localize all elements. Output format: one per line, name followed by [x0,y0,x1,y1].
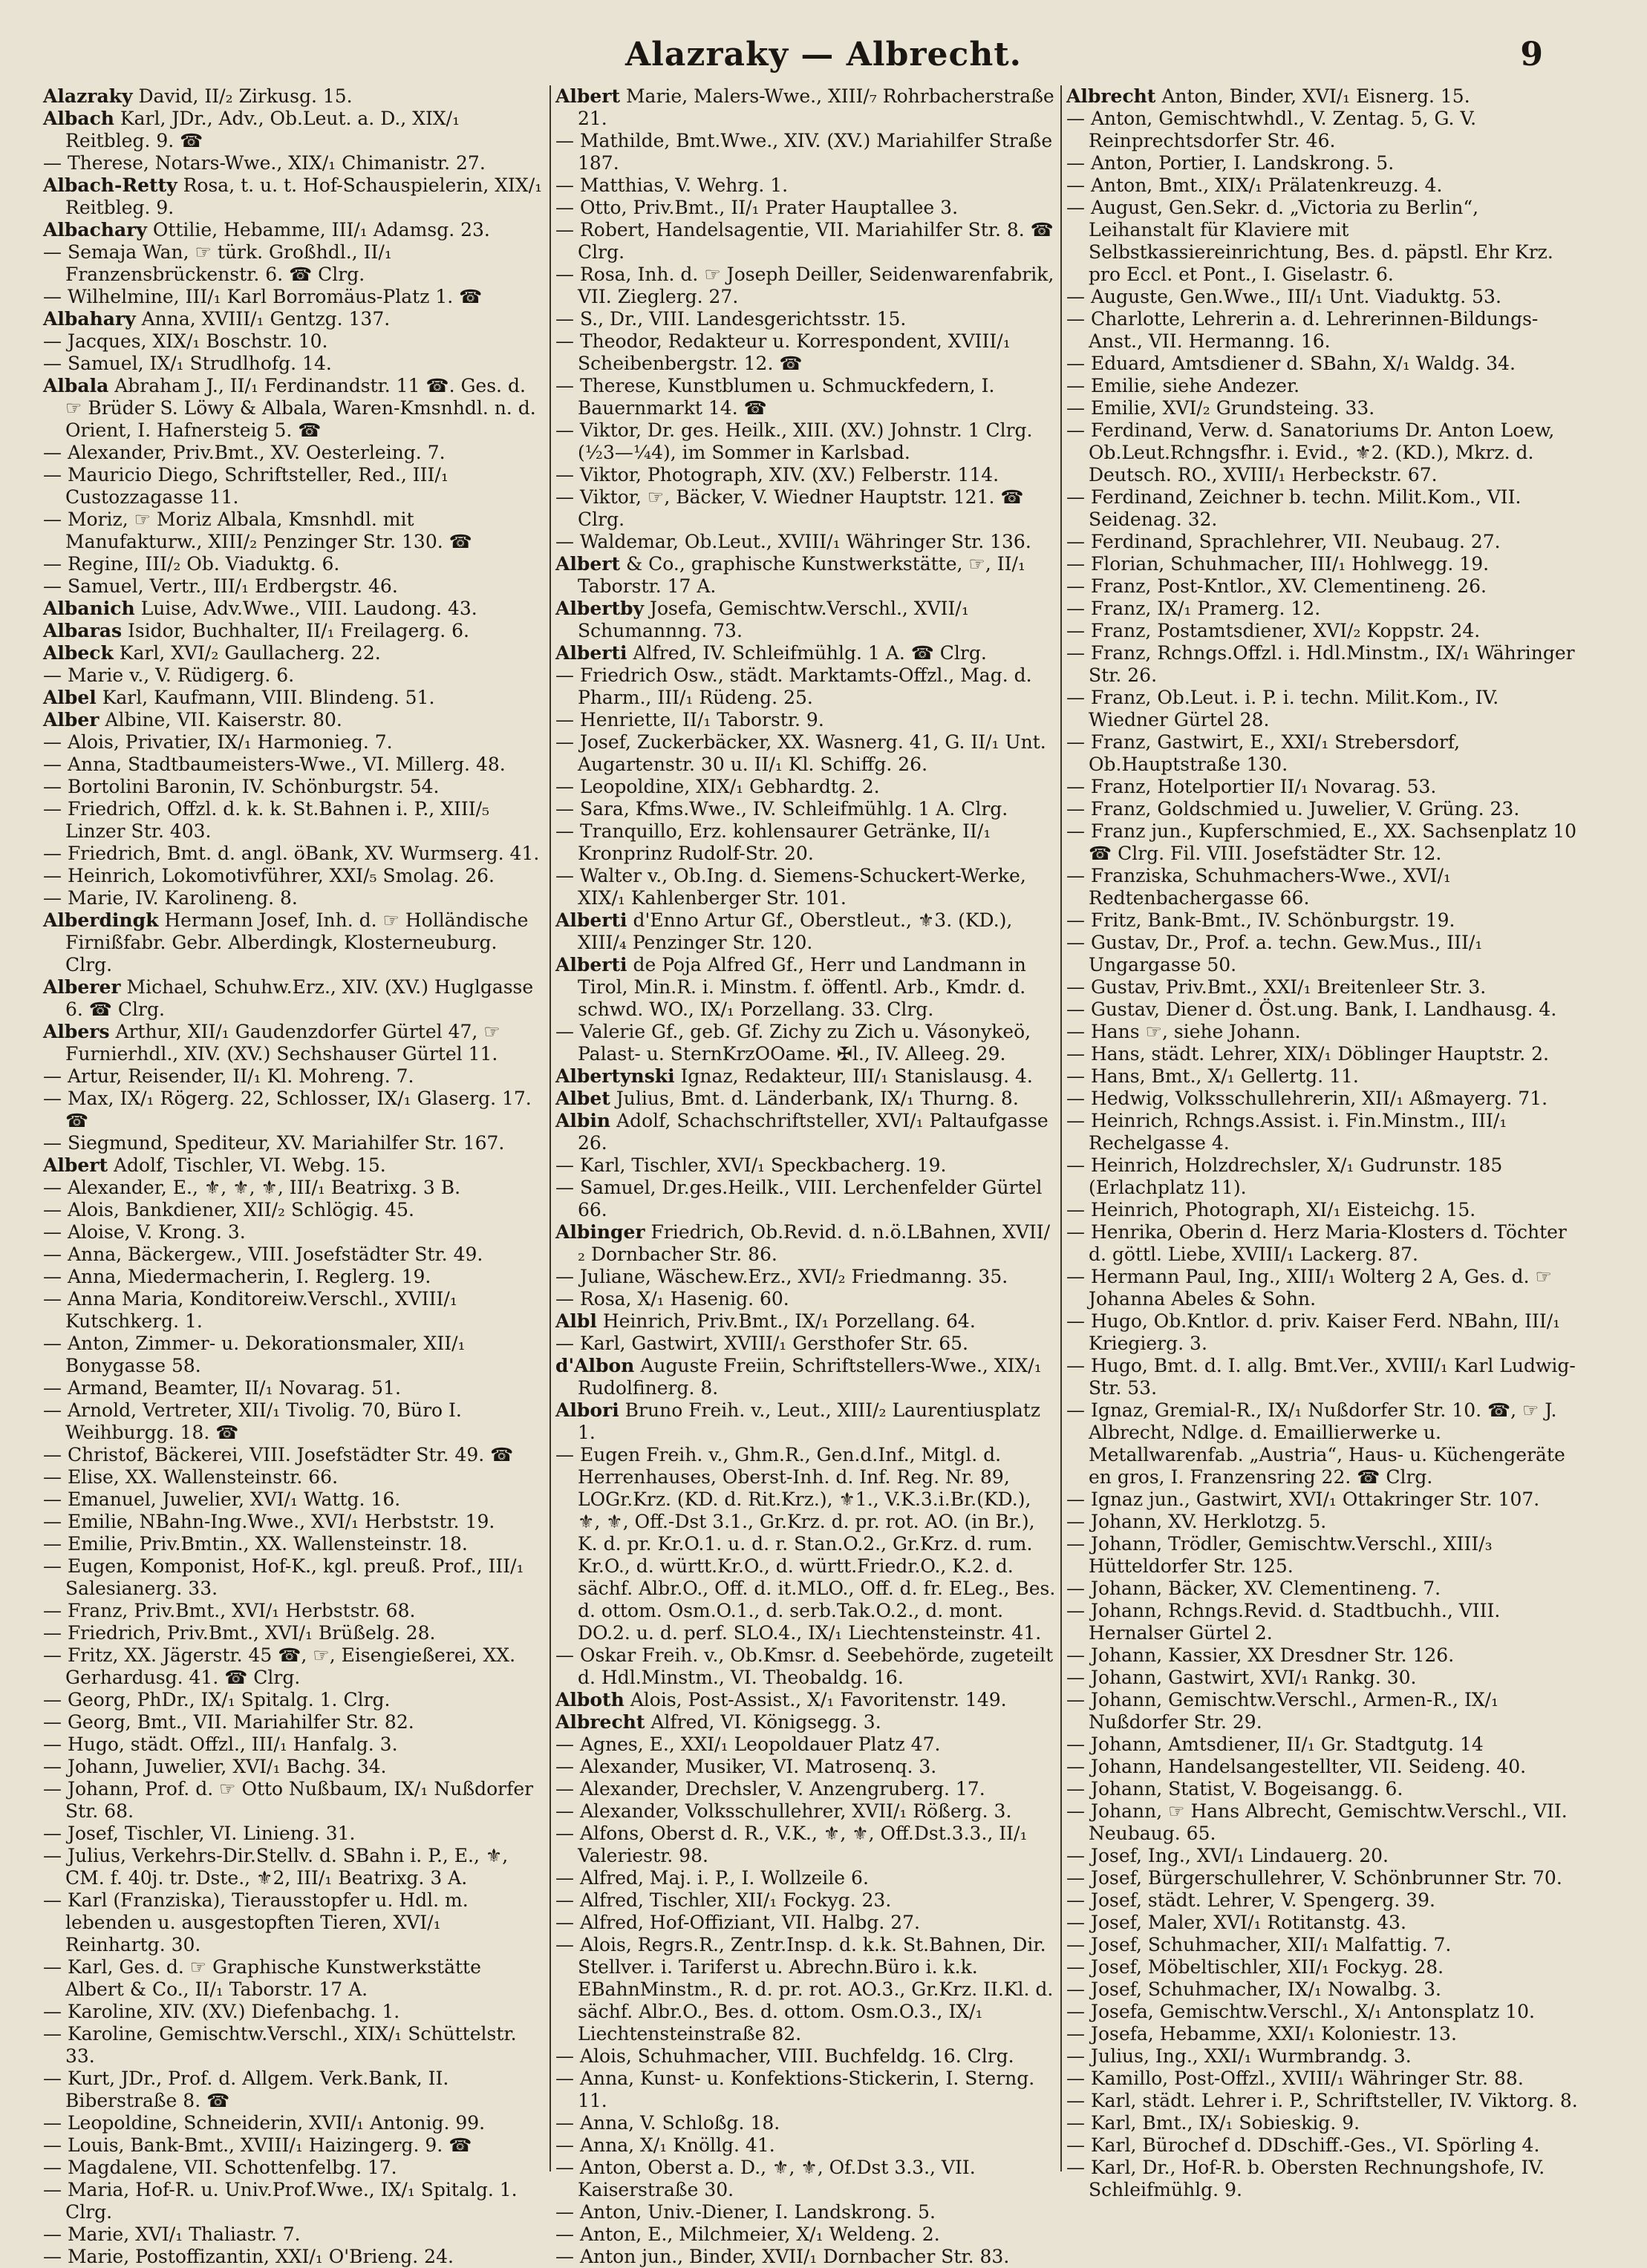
directory-entry: — Friedrich, Offzl. d. k. k. St.Bahnen i. P., XIII/₅ Linzer Str. 403. [43,798,490,842]
directory-entry: d'Albon Auguste Freiin, Schriftstellers-Wwe., XIX/₁ Rudolfinerg. 8. [555,1355,1042,1399]
directory-entry: — Hugo, Ob.Kntlor. d. priv. Kaiser Ferd. NBahn, III/₁ Kriegierg. 3. [1066,1310,1561,1354]
directory-entry: — Hans, städt. Lehrer, XIX/₁ Döblinger Hauptstr. 2. [1066,1043,1549,1065]
directory-entry: — Alfons, Oberst d. R., V.K., ⚜, ⚜, Off.Dst.3.3., II/₁ Valeriestr. 98. [555,1823,1028,1866]
directory-entry: — Therese, Kunstblumen u. Schmuckfedern, I. Bauernmarkt 14. ☎ [555,375,995,419]
directory-entry: — Samuel, IX/₁ Strudlhofg. 14. [43,353,332,374]
directory-entry: — Rosa, Inh. d. ☞ Joseph Deiller, Seidenwarenfabrik, VII. Zieglerg. 27. [555,264,1054,307]
directory-entry: — Friedrich, Priv.Bmt., XVI/₁ Brüßelg. 28. [43,1622,436,1644]
directory-entry: Albel Karl, Kaufmann, VIII. Blindeng. 51. [43,687,435,708]
directory-entry: — Eugen Freih. v., Ghm.R., Gen.d.Inf., Mitgl. d. Herrenhauses, Oberst-Inh. d. Inf. Reg. Nr. 89, LOGr.Krz. (KD. d. Rit.Krz.), ⚜1., V.K.3.i.Br.(KD.), ⚜, ⚜, Off.-Dst 3.1., Gr.Krz. d. pr. rot. AO. (in Br.), K. d. pr. Kr.O.1. u. d. r. Stan.O.2., Gr.Krz. d. rum. Kr.O., d. württ.Kr.O., d. württ.Friedr.O., K.2. d. sächf. Albr.O., Off. d. it.MLO., Off. d. fr. ELeg., Bes. d. ottom. Osm.O.1., d. serb.Tak.O.2., d. mont. DO.2. u. d. perf. SLO.4., IX/₁ Liechtensteinstr. 41. [555,1444,1056,1644]
directory-entry: Alberdingk Hermann Josef, Inh. d. ☞ Holländische Firnißfabr. Gebr. Alberdingk, Klosterneuburg. Clrg. [43,909,529,975]
directory-entry: — Ferdinand, Sprachlehrer, VII. Neubaug. 27. [1066,531,1501,552]
directory-entry: — Oskar Freih. v., Ob.Kmsr. d. Seebehörde, zugeteilt d. Hdl.Minstm., VI. Theobaldg. 16. [555,1644,1054,1688]
directory-entry: — Marie v., V. Rüdigerg. 6. [43,664,295,686]
directory-entry: — Fritz, Bank-Bmt., IV. Schönburgstr. 19. [1066,909,1455,931]
directory-entry: — Josef, Ing., XVI/₁ Lindauerg. 20. [1066,1845,1389,1866]
directory-entry: — Josef, Möbeltischler, XII/₁ Fockyg. 28. [1066,1956,1444,1978]
directory-entry: — Tranquillo, Erz. kohlensaurer Getränke, II/₁ Kronprinz Rudolf-Str. 20. [555,820,991,864]
directory-entry: — Marie, IV. Karolineng. 8. [43,887,298,909]
directory-entry: — Georg, PhDr., IX/₁ Spitalg. 1. Clrg. [43,1689,391,1710]
directory-entry: — Alois, Privatier, IX/₁ Harmonieg. 7. [43,731,393,753]
directory-entry: — Otto, Priv.Bmt., II/₁ Prater Hauptallee 3. [555,197,959,218]
directory-entry: — Gustav, Diener d. Öst.ung. Bank, I. Landhausg. 4. [1066,999,1557,1020]
directory-entry: — Wilhelmine, III/₁ Karl Borromäus-Platz 1. ☎ [43,286,483,307]
directory-entry: — Franz, IX/₁ Pramerg. 12. [1066,598,1321,619]
directory-entry: — Christof, Bäckerei, VIII. Josefstädter Str. 49. ☎ [43,1444,514,1465]
directory-entry: — August, Gen.Sekr. d. „Victoria zu Berlin“, Leihanstalt für Klaviere mit Selbstkassiereinrichtung, Bes. d. päpstl. Ehr Krz. pro Eccl. et Pont., I. Giselastr. 6. [1066,197,1553,285]
directory-entry: Albertynski Ignaz, Redakteur, III/₁ Stanislausg. 4. [555,1065,1033,1087]
directory-entry: — Emanuel, Juwelier, XVI/₁ Wattg. 16. [43,1488,401,1510]
directory-entry: — Louis, Bank-Bmt., XVIII/₁ Haizingerg. 9. ☎ [43,2134,472,2156]
directory-entry: — Emilie, Priv.Bmtin., XX. Wallensteinstr. 18. [43,1533,468,1555]
directory-entry: Alazraky David, II/₂ Zirkusg. 15. [43,85,353,107]
directory-entry: — Karl, Bmt., IX/₁ Sobieskig. 9. [1066,2112,1360,2134]
directory-entry: — Regine, III/₂ Ob. Viaduktg. 6. [43,553,340,575]
directory-entry: — Anton, E., Milchmeier, X/₁ Weldeng. 2. [555,2223,940,2245]
directory-entry: — Alexander, Musiker, VI. Matrosenq. 3. [555,1756,937,1777]
column-1 [43,85,544,2267]
directory-entry: — Franz, Post-Kntlor., XV. Clementineng. 26. [1066,575,1487,597]
directory-entry: — Alfred, Maj. i. P., I. Wollzeile 6. [555,1867,869,1889]
directory-entry: — Alexander, Priv.Bmt., XV. Oesterleing. 7. [43,442,446,463]
directory-entry: Albach-Retty Rosa, t. u. t. Hof-Schauspielerin, XIX/₁ Reitbleg. 9. [43,174,543,218]
directory-entry: Albrecht Alfred, VI. Königsegg. 3. [555,1711,881,1733]
directory-entry: Albl Heinrich, Priv.Bmt., IX/₁ Porzellang. 64. [555,1310,976,1332]
directory-entry: — Karl, Bürochef d. DDschiff.-Ges., VI. Spörling 4. [1066,2134,1540,2156]
directory-entry: — Johann, Statist, V. Bogeisangg. 6. [1066,1778,1403,1800]
directory-entry: — Johann, Trödler, Gemischtw.Verschl., XIII/₃ Hütteldorfer Str. 125. [1066,1533,1493,1577]
directory-entry: — Armand, Beamter, II/₁ Novarag. 51. [43,1377,401,1399]
directory-entry: — Emilie, NBahn-Ing.Wwe., XVI/₁ Herbststr. 19. [43,1511,495,1532]
directory-entry: — Alexander, Drechsler, V. Anzengruberg. 17. [555,1778,985,1800]
directory-entry: — Johann, Amtsdiener, II/₁ Gr. Stadtgutg. 14 [1066,1733,1484,1755]
directory-entry: — Rosa, X/₁ Hasenig. 60. [555,1288,789,1310]
directory-entry: — Josef, Bürgerschullehrer, V. Schönbrunner Str. 70. [1066,1867,1562,1889]
directory-entry: — Hugo, Bmt. d. I. allg. Bmt.Ver., XVIII/₁ Karl Ludwig-Str. 53. [1066,1355,1576,1399]
directory-entry: — Karoline, Gemischtw.Verschl., XIX/₁ Schüttelstr. 33. [43,2023,517,2067]
directory-entry: — Ferdinand, Zeichner b. techn. Milit.Kom., VII. Seidenag. 32. [1066,486,1522,530]
directory-entry: — Jacques, XIX/₁ Boschstr. 10. [43,330,328,352]
directory-entry: — Josefa, Hebamme, XXI/₁ Koloniestr. 13. [1066,2023,1457,2045]
directory-entry: — Anton, Portier, I. Landskrong. 5. [1066,152,1395,174]
directory-entry: — Anton, Zimmer- u. Dekorationsmaler, XII/₁ Bonygasse 58. [43,1333,466,1376]
directory-entry: Albert & Co., graphische Kunstwerkstätte, ☞, II/₁ Taborstr. 17 A. [555,553,1025,597]
directory-entry: — Alois, Bankdiener, XII/₂ Schlögig. 45. [43,1199,414,1220]
directory-entry: — Josef, Tischler, VI. Linieng. 31. [43,1823,356,1844]
directory-entry: — Heinrich, Rchngs.Assist. i. Fin.Minstm., III/₁ Rechelgasse 4. [1066,1110,1507,1154]
directory-entry: — Matthias, V. Wehrg. 1. [555,174,789,196]
directory-entry: — Alois, Schuhmacher, VIII. Buchfeldg. 16. Clrg. [555,2045,1014,2067]
directory-entry: — Josef, städt. Lehrer, V. Spengerg. 39. [1066,1889,1435,1911]
directory-entry: — Heinrich, Photograph, XI/₁ Eisteichg. 15. [1066,1199,1476,1220]
directory-entry: — Anna, Kunst- u. Konfektions-Stickerin, I. Sterng. 11. [555,2068,1035,2111]
directory-entry: Alber Albine, VII. Kaiserstr. 80. [43,709,342,731]
directory-entry: — Viktor, ☞, Bäcker, V. Wiedner Hauptstr. 121. ☎ Clrg. [555,486,1024,530]
directory-entry: — Johann, Handelsangestellter, VII. Seideng. 40. [1066,1756,1527,1777]
directory-entry: — Walter v., Ob.Ing. d. Siemens-Schuckert-Werke, XIX/₁ Kahlenberger Str. 101. [555,865,1026,909]
directory-entry: — Hermann Paul, Ing., XIII/₁ Wolterg 2 A, Ges. d. ☞ Johanna Abeles & Sohn. [1066,1266,1552,1310]
directory-entry: — Georg, Bmt., VII. Mariahilfer Str. 82. [43,1711,414,1733]
directory-entry: — Heinrich, Lokomotivführer, XXI/₅ Smolag. 26. [43,865,495,886]
directory-entry: — Charlotte, Lehrerin a. d. Lehrerinnen-Bildungs-Anst., VII. Hermanng. 16. [1066,308,1539,352]
directory-entry: Albers Arthur, XII/₁ Gaudenzdorfer Gürtel 47, ☞ Furnierhdl., XIV. (XV.) Sechshauser Gürtel 11. [43,1021,500,1065]
directory-entry: — Karl, Ges. d. ☞ Graphische Kunstwerkstätte Albert & Co., II/₁ Taborstr. 17 A. [43,1956,481,2000]
directory-entry: — Anton, Univ.-Diener, I. Landskrong. 5. [555,2201,936,2223]
directory-entry: — Aloise, V. Krong. 3. [43,1221,246,1243]
directory-entry: — Franziska, Schuhmachers-Wwe., XVI/₁ Redtenbachergasse 66. [1066,865,1451,909]
directory-entry: — Marie, Postoffizantin, XXI/₁ O'Brieng. 24. [43,2246,454,2267]
directory-entry: — Ignaz jun., Gastwirt, XVI/₁ Ottakringer Str. 107. [1066,1488,1540,1510]
column-3 [1066,85,1579,2200]
directory-entry: — Anton, Bmt., XIX/₁ Prälatenkreuzg. 4. [1066,174,1443,196]
directory-entry: Albach Karl, JDr., Adv., Ob.Leut. a. D., XIX/₁ Reitbleg. 9. ☎ [43,108,460,151]
directory-entry: Albinger Friedrich, Ob.Revid. d. n.ö.LBahnen, XVII/₂ Dornbacher Str. 86. [555,1221,1051,1265]
directory-entry: — Karl, städt. Lehrer i. P., Schriftsteller, IV. Viktorg. 8. [1066,2090,1578,2111]
directory-entry: — Henriette, II/₁ Taborstr. 9. [555,709,824,731]
directory-entry: — Alexander, E., ⚜, ⚜, ⚜, III/₁ Beatrixg. 3 B. [43,1177,461,1198]
directory-entry: — Franz, Ob.Leut. i. P. i. techn. Milit.Kom., IV. Wiedner Gürtel 28. [1066,687,1499,731]
directory-entry: — Anton, Gemischtwhdl., V. Zentag. 5, G. V. Reinprechtsdorfer Str. 46. [1066,108,1477,151]
directory-entry: Albaras Isidor, Buchhalter, II/₁ Freilagerg. 6. [43,620,469,641]
directory-entry: — Kamillo, Post-Offzl., XVIII/₁ Währinger Str. 88. [1066,2068,1524,2089]
directory-entry: — Franz, Hotelportier II/₁ Novarag. 53. [1066,776,1437,797]
directory-entry: — Eugen, Komponist, Hof-K., kgl. preuß. Prof., III/₁ Salesianerg. 33. [43,1555,524,1599]
directory-entry: Albrecht Anton, Binder, XVI/₁ Eisnerg. 15. [1066,85,1470,107]
directory-entry: — Emilie, XVI/₂ Grundsteing. 33. [1066,397,1375,419]
directory-entry: Albahary Anna, XVIII/₁ Gentzg. 137. [43,308,391,330]
directory-entry: — Semaja Wan, ☞ türk. Großhdl., II/₁ Franzensbrückenstr. 6. ☎ Clrg. [43,241,392,285]
directory-entry: — Alfred, Hof-Offiziant, VII. Halbg. 27. [555,1912,920,1933]
directory-entry: — Moriz, ☞ Moriz Albala, Kmsnhdl. mit Manufakturw., XIII/₂ Penzinger Str. 130. ☎ [43,509,472,552]
directory-entry: — Hugo, städt. Offzl., III/₁ Hanfalg. 3. [43,1733,398,1755]
directory-entry: — Johann, ☞ Hans Albrecht, Gemischtw.Verschl., VII. Neubaug. 65. [1066,1800,1568,1844]
directory-entry: — Franz, Postamtsdiener, XVI/₂ Koppstr. 24. [1066,620,1481,641]
directory-entry: Alberti d'Enno Artur Gf., Oberstleut., ⚜3. (KD.), XIII/₄ Penzinger Str. 120. [555,909,1013,953]
directory-entry: — Anton jun., Binder, XVII/₁ Dornbacher Str. 83. [555,2246,1010,2267]
directory-entry: — Viktor, Dr. ges. Heilk., XIII. (XV.) Johnstr. 1 Clrg. (½3—¼4), im Sommer in Karlsbad. [555,419,1033,463]
directory-entry: — Mauricio Diego, Schriftsteller, Red., III/₁ Custozzagasse 11. [43,464,449,508]
directory-entry: — Johann, Prof. d. ☞ Otto Nußbaum, IX/₁ Nußdorfer Str. 68. [43,1778,534,1822]
directory-entry: Albert Adolf, Tischler, VI. Webg. 15. [43,1154,386,1176]
directory-entry: — Ferdinand, Verw. d. Sanatoriums Dr. Anton Loew, Ob.Leut.Rchngsfhr. i. Evid., ⚜2. (KD.), Mkrz. d. Deutsch. RO., XVIII/₁ Herbeckstr. 67. [1066,419,1555,486]
directory-entry: Albeck Karl, XVI/₂ Gaullacherg. 22. [43,642,381,664]
directory-entry: — Anna Maria, Konditoreiw.Verschl., XVIII/₁ Kutschkerg. 1. [43,1288,457,1332]
directory-entry: — Josef, Maler, XVI/₁ Rotitanstg. 43. [1066,1912,1406,1933]
directory-entry: — Gustav, Priv.Bmt., XXI/₁ Breitenleer Str. 3. [1066,976,1487,998]
directory-entry: — Fritz, XX. Jägerstr. 45 ☎, ☞, Eisengießerei, XX. Gerhardusg. 41. ☎ Clrg. [43,1644,516,1688]
directory-entry: Albin Adolf, Schachschriftsteller, XVI/₁ Paltaufgasse 26. [555,1110,1048,1154]
directory-entry: — Johann, Bäcker, XV. Clementineng. 7. [1066,1578,1441,1599]
directory-entry: — Sara, Kfms.Wwe., IV. Schleifmühlg. 1 A. Clrg. [555,798,1008,820]
directory-entry: — Auguste, Gen.Wwe., III/₁ Unt. Viaduktg. 53. [1066,286,1501,307]
directory-entry: — Julius, Verkehrs-Dir.Stellv. d. SBahn i. P., E., ⚜, CM. f. 40j. tr. Dste., ⚜2, III/₁ Beatrixg. 3 A. [43,1845,509,1889]
directory-entry: — Samuel, Dr.ges.Heilk., VIII. Lerchenfelder Gürtel 66. [555,1177,1043,1220]
directory-entry: — Johann, XV. Herklotzg. 5. [1066,1511,1327,1532]
directory-entry: — Josef, Schuhmacher, IX/₁ Nowalbg. 3. [1066,1978,1441,2000]
directory-entry: — Henrika, Oberin d. Herz Maria-Klosters d. Töchter d. göttl. Liebe, XVIII/₁ Lackerg. 87. [1066,1221,1567,1265]
directory-entry: — Samuel, Vertr., III/₁ Erdbergstr. 46. [43,575,398,597]
directory-entry: — Karl, Dr., Hof-R. b. Obersten Rechnungshofe, IV. Schleifmühlg. 9. [1066,2157,1545,2200]
directory-entry: — Anna, X/₁ Knöllg. 41. [555,2134,775,2156]
directory-entry: — Johann, Kassier, XX Dresdner Str. 126. [1066,1644,1455,1666]
directory-entry: Alberti Alfred, IV. Schleifmühlg. 1 A. ☎ Clrg. [555,642,987,664]
directory-entry: — Alexander, Volksschullehrer, XVII/₁ Rößerg. 3. [555,1800,1012,1822]
directory-entry: — Florian, Schuhmacher, III/₁ Hohlwegg. 19. [1066,553,1490,575]
directory-entry: Alberer Michael, Schuhw.Erz., XIV. (XV.) Huglgasse 6. ☎ Clrg. [43,976,534,1020]
directory-entry: — Maria, Hof-R. u. Univ.Prof.Wwe., IX/₁ Spitalg. 1. Clrg. [43,2179,518,2223]
directory-entry: — Arnold, Vertreter, XII/₁ Tivolig. 70, Büro I. Weihburgg. 18. ☎ [43,1399,462,1443]
directory-entry: — Elise, XX. Wallensteinstr. 66. [43,1466,339,1488]
directory-entry: — Karl, Tischler, XVI/₁ Speckbacherg. 19. [555,1154,947,1176]
directory-entry: — Max, IX/₁ Rögerg. 22, Schlosser, IX/₁ Glaserg. 17. ☎ [43,1088,532,1131]
directory-entry: — Emilie, siehe Andezer. [1066,375,1300,396]
column-2 [555,85,1057,2267]
directory-entry: — Robert, Handelsagentie, VII. Mariahilfer Str. 8. ☎ Clrg. [555,219,1054,263]
directory-entry: Albanich Luise, Adv.Wwe., VIII. Laudong. 43. [43,598,477,619]
directory-entry: — Hans ☞, siehe Johann. [1066,1021,1301,1042]
directory-entry: — Marie, XVI/₁ Thaliastr. 7. [43,2223,301,2245]
column-divider [1060,85,1062,2171]
directory-entry: — Karl, Gastwirt, XVIII/₁ Gersthofer Str. 65. [555,1333,968,1354]
directory-entry: — Karl (Franziska), Tierausstopfer u. Hdl. m. lebenden u. ausgestopften Tieren, XVI/₁ Reinhartg. 30. [43,1889,469,1955]
directory-entry: — Franz, Gastwirt, E., XXI/₁ Strebersdorf, Ob.Hauptstraße 130. [1066,731,1461,775]
directory-entry: Alboth Alois, Post-Assist., X/₁ Favoritenstr. 149. [555,1689,1007,1710]
directory-entry: — Anna, Miedermacherin, I. Reglerg. 19. [43,1266,431,1287]
directory-entry: — Hans, Bmt., X/₁ Gellertg. 11. [1066,1065,1359,1087]
directory-entry: — Josef, Zuckerbäcker, XX. Wasnerg. 41, G. II/₁ Unt. Augartenstr. 30 u. II/₁ Kl. Schiffg. 26. [555,731,1046,775]
directory-entry: — Leopoldine, XIX/₁ Gebhardtg. 2. [555,776,880,797]
directory-entry: — Mathilde, Bmt.Wwe., XIV. (XV.) Mariahilfer Straße 187. [555,130,1053,174]
directory-entry: — Josef, Schuhmacher, XII/₁ Malfattig. 7. [1066,1934,1452,1955]
directory-entry: — Leopoldine, Schneiderin, XVII/₁ Antonig. 99. [43,2112,486,2134]
directory-entry: — Eduard, Amtsdiener d. SBahn, X/₁ Waldg. 34. [1066,353,1516,374]
page-number: 9 [1520,36,1543,73]
directory-entry: — Alfred, Tischler, XII/₁ Fockyg. 23. [555,1889,892,1911]
directory-entry: — Waldemar, Ob.Leut., XVIII/₁ Währinger Str. 136. [555,531,1031,552]
directory-entry: — Therese, Notars-Wwe., XIX/₁ Chimanistr. 27. [43,152,486,174]
directory-entry: Albori Bruno Freih. v., Leut., XIII/₂ Laurentiusplatz 1. [555,1399,1041,1443]
directory-entry: — Johann, Gastwirt, XVI/₁ Rankg. 30. [1066,1667,1417,1688]
directory-entry: — Alois, Regrs.R., Zentr.Insp. d. k.k. St.Bahnen, Dir. Stellver. i. Tariferst u. Abrechn.Büro i. k.k. EBahnMinstm., R. d. pr. rot. AO.3., Gr.Krz. II.Kl. d. sächf. Albr.O., Bes. d. ottom. Osm.O.3., IX/₁ Liechtensteinstraße 82. [555,1934,1054,2045]
directory-entry: — Juliane, Wäschew.Erz., XVI/₂ Friedmanng. 35. [555,1266,1008,1287]
directory-entry: Albertby Josefa, Gemischtw.Verschl., XVII/₁ Schumannng. 73. [555,598,969,641]
directory-entry: Albet Julius, Bmt. d. Länderbank, IX/₁ Thurng. 8. [555,1088,1019,1109]
page-header [0,36,1647,88]
directory-entry: — Anna, Bäckergew., VIII. Josefstädter Str. 49. [43,1244,483,1265]
directory-entry: — Heinrich, Holzdrechsler, X/₁ Gudrunstr. 185 (Erlachplatz 11). [1066,1154,1503,1198]
directory-entry: Albachary Ottilie, Hebamme, III/₁ Adamsg. 23. [43,219,490,241]
directory-entry: — Julius, Ing., XXI/₁ Wurmbrandg. 3. [1066,2045,1412,2067]
directory-entry: — Ignaz, Gremial-R., IX/₁ Nußdorfer Str. 10. ☎, ☞ J. Albrecht, Ndlge. d. Emaillierwerke u. Metallwarenfab. „Austria“, Haus- u. Küchengeräte en gros, I. Franzensring 22. ☎ Clrg. [1066,1399,1565,1488]
directory-entry: — Theodor, Redakteur u. Korrespondent, XVIII/₁ Scheibenbergstr. 12. ☎ [555,330,1011,374]
directory-entry: — Johann, Juwelier, XVI/₁ Bachg. 34. [43,1756,387,1777]
directory-entry: — S., Dr., VIII. Landesgerichtsstr. 15. [555,308,907,330]
directory-entry: — Franz, Goldschmied u. Juwelier, V. Grüng. 23. [1066,798,1520,820]
directory-entry: — Friedrich, Bmt. d. angl. öBank, XV. Wurmserg. 41. [43,843,540,864]
directory-entry: — Hedwig, Volksschullehrerin, XII/₁ Aßmayerg. 71. [1066,1088,1548,1109]
directory-entry: — Kurt, JDr., Prof. d. Allgem. Verk.Bank, II. Biberstraße 8. ☎ [43,2068,449,2111]
directory-entry: — Franz, Priv.Bmt., XVI/₁ Herbststr. 68. [43,1600,416,1621]
column-divider [549,85,551,2171]
directory-entry: Albala Abraham J., II/₁ Ferdinandstr. 11 ☎. Ges. d. ☞ Brüder S. Löwy & Albala, Waren-Kmsnhdl. n. d. Orient, I. Hafnersteig 5. ☎ [43,375,536,441]
directory-entry: — Bortolini Baronin, IV. Schönburgstr. 54. [43,776,440,797]
directory-entry: — Siegmund, Spediteur, XV. Mariahilfer Str. 167. [43,1132,505,1154]
directory-entry: — Karoline, XIV. (XV.) Diefenbachg. 1. [43,2001,400,2022]
directory-entry: — Anna, Stadtbaumeisters-Wwe., VI. Millerg. 48. [43,754,506,775]
directory-entry: Alberti de Poja Alfred Gf., Herr und Landmann in Tirol, Min.R. i. Minstm. f. öffentl. Arb., Kmdr. d. schwd. WO., IX/₁ Porzellang. 33. Clrg. [555,954,1026,1020]
directory-entry: — Anton, Oberst a. D., ⚜, ⚜, Of.Dst 3.3., VII. Kaiserstraße 30. [555,2157,976,2200]
directory-entry: — Agnes, E., XXI/₁ Leopoldauer Platz 47. [555,1733,941,1755]
directory-entry: — Friedrich Osw., städt. Marktamts-Offzl., Mag. d. Pharm., III/₁ Rüdeng. 25. [555,664,1032,708]
directory-entry: — Franz jun., Kupferschmied, E., XX. Sachsenplatz 10 ☎ Clrg. Fil. VIII. Josefstädter Str. 12. [1066,820,1577,864]
directory-entry: — Franz, Rchngs.Offzl. i. Hdl.Minstm., IX/₁ Währinger Str. 26. [1066,642,1575,686]
directory-entry: — Josefa, Gemischtw.Verschl., X/₁ Antonsplatz 10. [1066,2001,1535,2022]
directory-entry: — Anna, V. Schloßg. 18. [555,2112,780,2134]
directory-entry: — Johann, Rchngs.Revid. d. Stadtbuchh., VIII. Hernalser Gürtel 2. [1066,1600,1501,1644]
directory-entry: — Viktor, Photograph, XIV. (XV.) Felberstr. 114. [555,464,999,486]
directory-entry: — Valerie Gf., geb. Gf. Zichy zu Zich u. Vásonykeö, Palast- u. SternKrzOOame. ✠l., IV. Alleeg. 29. [555,1021,1031,1065]
directory-entry: — Magdalene, VII. Schottenfelbg. 17. [43,2157,397,2178]
directory-entry: Albert Marie, Malers-Wwe., XIII/₇ Rohrbacherstraße 21. [555,85,1054,129]
directory-entry: — Artur, Reisender, II/₁ Kl. Mohreng. 7. [43,1065,414,1087]
page-title: Alazraky — Albrecht. [625,36,1022,73]
directory-entry: — Johann, Gemischtw.Verschl., Armen-R., IX/₁ Nußdorfer Str. 29. [1066,1689,1499,1733]
directory-entry: — Gustav, Dr., Prof. a. techn. Gew.Mus., III/₁ Ungargasse 50. [1066,932,1483,975]
